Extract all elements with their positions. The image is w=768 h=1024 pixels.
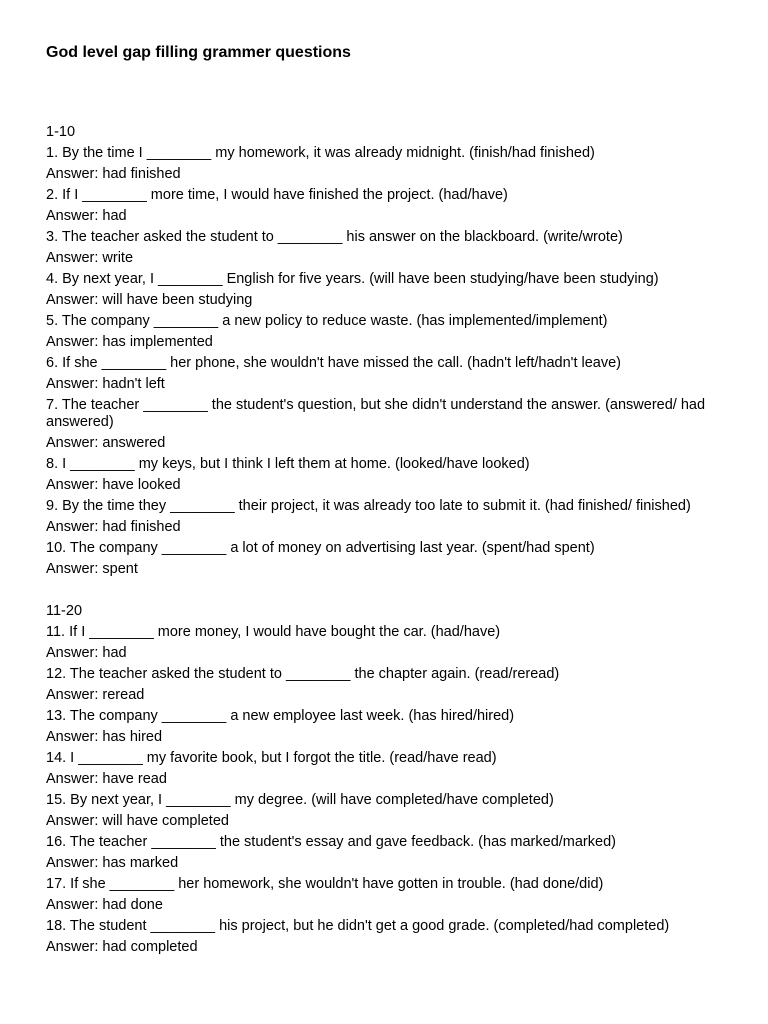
answer-2: Answer: had (46, 208, 127, 224)
question-14: 14. I ________ my favorite book, but I forgot the title. (read/have read) (46, 750, 497, 766)
answer-13: Answer: has hired (46, 729, 163, 745)
answer-4: Answer: will have been studying (46, 292, 253, 308)
question-8: 8. I ________ my keys, but I think I left them at home. (looked/have looked) (46, 456, 530, 472)
answer-8: Answer: have looked (46, 477, 181, 493)
question-5: 5. The company ________ a new policy to reduce waste. (has implemented/implement) (46, 313, 608, 329)
answer-11: Answer: had (46, 645, 127, 661)
answer-18: Answer: had completed (46, 939, 198, 955)
section-label: 1-10 (46, 124, 76, 140)
answer-3: Answer: write (46, 250, 134, 266)
answer-9: Answer: had finished (46, 519, 181, 535)
document-body (46, 122, 736, 958)
question-1: 1. By the time I ________ my homework, it was already midnight. (finish/had finished) (46, 145, 595, 161)
answer-17: Answer: had done (46, 897, 163, 913)
question-11: 11. If I ________ more money, I would have bought the car. (had/have) (46, 624, 501, 640)
question-4: 4. By next year, I ________ English for five years. (will have been studying/have been studying) (46, 271, 659, 287)
question-15: 15. By next year, I ________ my degree. (will have completed/have completed) (46, 792, 554, 808)
question-10: 10. The company ________ a lot of money on advertising last year. (spent/had spent) (46, 540, 595, 556)
question-3: 3. The teacher asked the student to ________ his answer on the blackboard. (write/wrote) (46, 229, 623, 245)
question-16: 16. The teacher ________ the student's essay and gave feedback. (has marked/marked) (46, 834, 616, 850)
question-2: 2. If I ________ more time, I would have finished the project. (had/have) (46, 187, 508, 203)
section-1-10 (46, 122, 736, 580)
question-17: 17. If she ________ her homework, she wouldn't have gotten in trouble. (had done/did) (46, 876, 604, 892)
answer-15: Answer: will have completed (46, 813, 229, 829)
question-18: 18. The student ________ his project, but he didn't get a good grade. (completed/had completed) (46, 918, 670, 934)
section-label: 11-20 (46, 603, 83, 619)
answer-5: Answer: has implemented (46, 334, 213, 350)
answer-16: Answer: has marked (46, 855, 179, 871)
answer-12: Answer: reread (46, 687, 145, 703)
section-11-20 (46, 601, 736, 958)
answer-10: Answer: spent (46, 561, 138, 577)
question-12: 12. The teacher asked the student to ________ the chapter again. (read/reread) (46, 666, 560, 682)
question-9: 9. By the time they ________ their project, it was already too late to submit it. (had finished/ finished) (46, 498, 691, 514)
page-title: God level gap filling grammer questions (46, 44, 351, 61)
question-6: 6. If she ________ her phone, she wouldn't have missed the call. (hadn't left/hadn't leave) (46, 355, 621, 371)
answer-6: Answer: hadn't left (46, 376, 165, 392)
answer-14: Answer: have read (46, 771, 167, 787)
answer-7: Answer: answered (46, 435, 166, 451)
question-13: 13. The company ________ a new employee last week. (has hired/hired) (46, 708, 515, 724)
answer-1: Answer: had finished (46, 166, 181, 182)
question-7: 7. The teacher ________ the student's question, but she didn't understand the answer. (answered/ had answered) (46, 397, 706, 430)
section-spacer (46, 580, 736, 601)
